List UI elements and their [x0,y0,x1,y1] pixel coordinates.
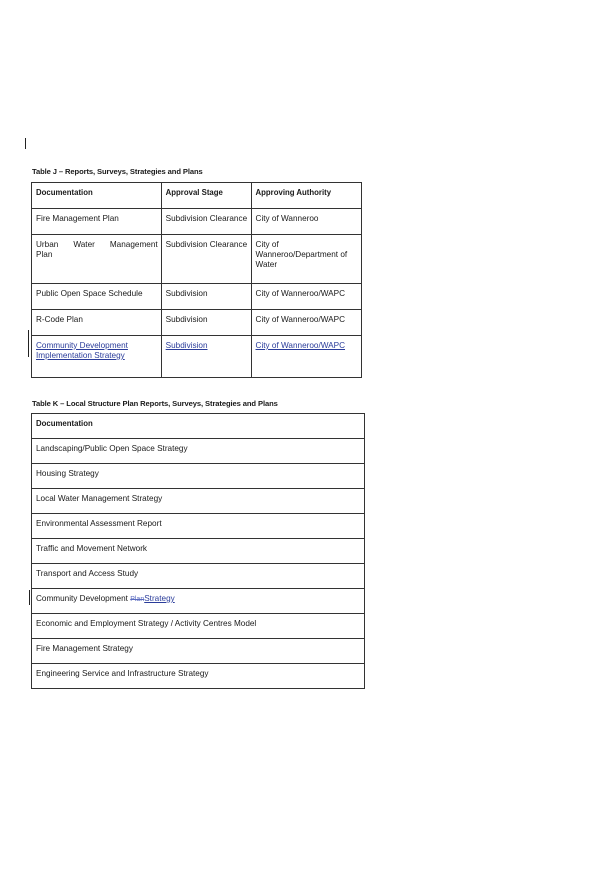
cell: Subdivision [161,284,251,310]
table-row [32,564,365,589]
table-row [32,284,362,310]
cell: Environmental Assessment Report [32,514,365,539]
table-row [32,464,365,489]
cell: Fire Management Plan [32,209,162,235]
cell [32,235,162,284]
table-row [32,489,365,514]
table-k-caption: Table K – Local Structure Plan Reports, Surveys, Strategies and Plans [32,399,278,408]
table-j [31,182,362,378]
deleted-text: Plan [130,596,145,603]
table-row [32,539,365,564]
table-header-row [32,183,362,209]
header-documentation: Documentation [32,414,365,439]
word: Urban [36,240,59,249]
table-row [32,336,362,378]
change-bar-table-j [28,330,29,357]
line: Wanneroo/Department of [255,250,348,259]
change-bar-top [25,138,26,149]
cell [32,336,162,378]
inserted-text: Strategy [144,594,175,603]
table-row [32,589,365,614]
header-approving-authority: Approving Authority [251,183,361,209]
table-row [32,639,365,664]
cell: Subdivision [161,336,251,378]
table-row [32,209,362,235]
cell: Transport and Access Study [32,564,365,589]
table-row [32,235,362,284]
table-row [32,439,365,464]
cell: Subdivision Clearance [161,209,251,235]
cell: City of Wanneroo/WAPC [251,336,361,378]
cell: Landscaping/Public Open Space Strategy [32,439,365,464]
line: City of [255,240,279,249]
header-approval-stage: Approval Stage [161,183,251,209]
header-documentation: Documentation [32,183,162,209]
cell: Subdivision Clearance [161,235,251,284]
cell: Economic and Employment Strategy / Activity Centres Model [32,614,365,639]
cell [32,589,365,614]
community-base-text: Community Development [36,594,131,603]
cell: Fire Management Strategy [32,639,365,664]
cell: City of Wanneroo/WAPC [251,310,361,336]
uwmp-second-line: Plan [36,250,53,259]
table-k [31,413,365,689]
cell: Subdivision [161,310,251,336]
cell: Housing Strategy [32,464,365,489]
change-bar-table-k [29,590,30,605]
word: Management [109,240,158,249]
table-j-caption: Table J – Reports, Surveys, Strategies and Plans [32,167,203,176]
uwmp-first-line [36,240,158,250]
line: Water [255,260,278,269]
cell: Local Water Management Strategy [32,489,365,514]
table-row [32,514,365,539]
cell: Engineering Service and Infrastructure Strategy [32,664,365,689]
table-header-row [32,414,365,439]
table-row [32,614,365,639]
cell: City of Wanneroo [251,209,361,235]
cell: Traffic and Movement Network [32,539,365,564]
word: Water [73,240,95,249]
cell [251,235,361,284]
table-row [32,310,362,336]
cell: R-Code Plan [32,310,162,336]
cell: Public Open Space Schedule [32,284,162,310]
cdis-line: Community Development [36,341,128,350]
cell: City of Wanneroo/WAPC [251,284,361,310]
cdis-line: Implementation Strategy [36,351,125,360]
table-row [32,664,365,689]
